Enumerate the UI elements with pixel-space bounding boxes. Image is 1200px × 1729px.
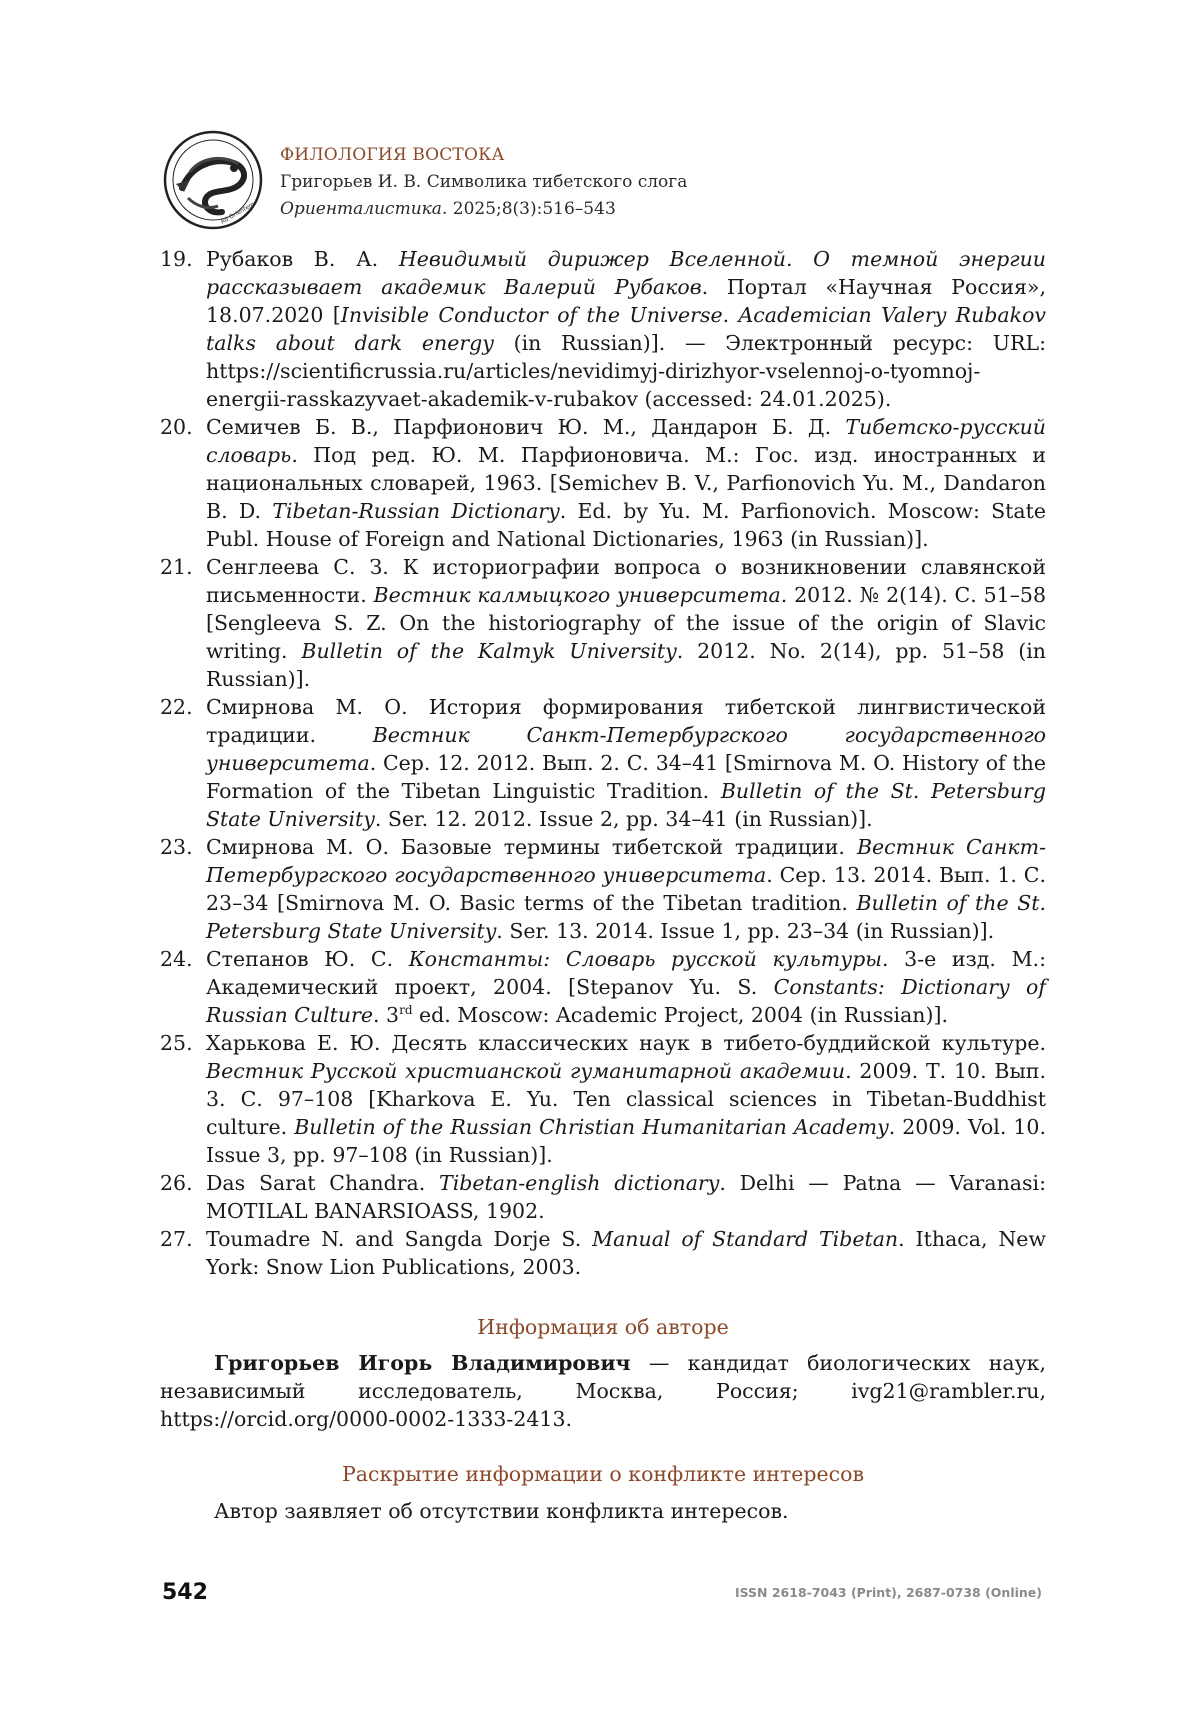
reference-item	[160, 1029, 1046, 1169]
reference-segment: (in Russian)]. — Электронный ресурс: URL: https://scientificrussia.ru/articles/nevidimyj-dirizhyor-vselennoj-o-tyomnoj-energii-rasskazyvaet-akademik-v-rubakov (accessed: 24.01.2025).	[206, 331, 1046, 411]
reference-number: 22.	[160, 695, 193, 719]
reference-italic-title: Вестник Санкт-Петербургского государственного университета	[206, 723, 1046, 775]
reference-segment: . 2012. No. 2(14), pp. 51–58 (in Russian)].	[206, 639, 1047, 691]
reference-text	[206, 693, 1046, 833]
reference-segment: rd	[399, 1003, 413, 1018]
issn-footer: ISSN 2618-7043 (Print), 2687-0738 (Online)	[734, 1585, 1042, 1600]
citation-details: 2025;8(3):516–543	[447, 199, 616, 219]
reference-segment: . Сер. 12. 2012. Вып. 2. С. 34–41 [Smirnova M. O. History of the Formation of the Tibetan Linguistic Tradition.	[206, 751, 1046, 803]
reference-number: 23.	[160, 835, 193, 859]
reference-item	[160, 693, 1046, 833]
journal-section-name: ФИЛОЛОГИЯ ВОСТОКА	[280, 145, 505, 165]
reference-italic-title: Bulletin of the Kalmyk University	[301, 639, 677, 663]
citation-journal: Ориенталистика.	[280, 199, 448, 219]
reference-italic-title: Константы: Словарь русской культуры	[408, 947, 882, 971]
author-name: Григорьев Игорь Владимирович	[214, 1351, 631, 1375]
reference-segment: . Ithaca, New York: Snow Lion Publications, 2003.	[206, 1227, 1046, 1279]
reference-number: 24.	[160, 947, 193, 971]
logo-caption: Ad Orientem	[219, 200, 256, 226]
reference-text	[206, 1029, 1046, 1169]
reference-text	[206, 553, 1046, 693]
journal-logo-icon	[160, 128, 266, 232]
reference-text	[206, 413, 1046, 553]
reference-item	[160, 1169, 1046, 1225]
reference-segment: Das Sarat Chandra.	[206, 1171, 440, 1195]
reference-italic-title: Constants: Dictionary of Russian Culture	[206, 975, 1046, 1027]
reference-number: 20.	[160, 415, 193, 439]
reference-item	[160, 553, 1046, 693]
author-info-paragraph	[160, 1349, 1046, 1433]
conflict-heading: Раскрытие информации о конфликте интересов	[341, 1462, 865, 1486]
reference-italic-title: Manual of Standard Tibetan	[592, 1227, 899, 1251]
reference-number: 26.	[160, 1171, 193, 1195]
reference-segment: ed. Moscow: Academic Project, 2004 (in Russian)].	[412, 1003, 949, 1027]
reference-segment: Харькова Е. Ю. Десять классических наук в тибето-буддийской культуре.	[206, 1031, 1046, 1055]
reference-item	[160, 833, 1046, 945]
reference-segment: . 3	[373, 1003, 400, 1027]
reference-item	[160, 413, 1046, 553]
reference-text	[206, 1169, 1046, 1225]
header-text	[280, 142, 687, 223]
article-citation	[280, 196, 687, 223]
reference-segment: Степанов Ю. С.	[206, 947, 409, 971]
reference-number: 19.	[160, 247, 193, 271]
reference-item	[160, 1225, 1046, 1281]
page-number: 542	[162, 1580, 208, 1605]
reference-segment: . Сер. 13. 2014. Вып. 1. С. 23–34 [Smirnova M. O. Basic terms of the Tibetan tradition.	[206, 863, 1046, 915]
reference-segment: . 2009. Vol. 10. Issue 3, pp. 97–108 (in Russian)].	[206, 1115, 1046, 1167]
reference-segment: Смирнова М. О. История формирования тибетской лингвистической традиции.	[206, 695, 1046, 747]
reference-italic-title: Вестник калмыцкого университета	[373, 583, 781, 607]
reference-segment: . Ed. by Yu. M. Parfionovich. Moscow: State Publ. House of Foreign and National Dictionaries, 1963 (in Russian)].	[206, 499, 1047, 551]
reference-italic-title: Tibetan-Russian Dictionary	[272, 499, 560, 523]
reference-text	[206, 945, 1046, 1029]
reference-italic-title: Тибетско-русский словарь	[206, 415, 1046, 467]
reference-italic-title: Bulletin of the St. Petersburg State University	[206, 891, 1046, 943]
reference-text	[206, 833, 1046, 945]
reference-segment: . Портал «Научная Россия», 18.07.2020 [	[206, 275, 1046, 327]
reference-italic-title: Invisible Conductor of the Universe. Academician Valery Rubakov talks about dark energy	[206, 303, 1046, 355]
reference-segment: . Под ред. Ю. М. Парфионовича. М.: Гос. изд. иностранных и национальных словарей, 1963. [Semichev B. V., Parfionovich Yu. M., Dandaron B. D.	[206, 443, 1046, 523]
reference-segment: . 3-е изд. М.: Академический проект, 2004. [Stepanov Yu. S.	[206, 947, 1046, 999]
reference-number: 21.	[160, 555, 193, 579]
article-short-title: Григорьев И. В. Символика тибетского слога	[280, 172, 688, 192]
reference-text	[206, 1225, 1046, 1281]
reference-number: 27.	[160, 1227, 193, 1251]
reference-italic-title: Невидимый дирижер Вселенной. О темной энергии рассказывает академик Валерий Рубаков	[206, 247, 1046, 299]
reference-segment: . Ser. 13. 2014. Issue 1, pp. 23–34 (in Russian)].	[496, 919, 995, 943]
reference-italic-title: Вестник Санкт-Петербургского государственного университета	[206, 835, 1046, 887]
reference-segment: Рубаков В. А.	[206, 247, 399, 271]
reference-text	[206, 245, 1046, 413]
author-details: — кандидат биологических наук, независимый исследователь, Москва, Россия; ivg21@rambler.ru, https://orcid.org/0000-0002-1333-2413.	[160, 1351, 1046, 1431]
reference-item	[160, 945, 1046, 1029]
running-header	[160, 128, 1060, 232]
reference-segment: . 2012. № 2(14). С. 51–58 [Sengleeva S. Z. On the historiography of the issue of the origin of Slavic writing.	[206, 583, 1046, 663]
reference-segment: Смирнова М. О. Базовые термины тибетской традиции.	[206, 835, 857, 859]
reference-segment: Семичев Б. В., Парфионович Ю. М., Дандарон Б. Д.	[206, 415, 846, 439]
reference-number: 25.	[160, 1031, 193, 1055]
author-info-heading: Информация об авторе	[477, 1315, 729, 1339]
conflict-statement: Автор заявляет об отсутствии конфликта интересов.	[214, 1499, 789, 1523]
reference-item	[160, 245, 1046, 413]
reference-segment: . 2009. Т. 10. Вып. 3. С. 97–108 [Kharkova E. Yu. Ten classical sciences in Tibetan-Buddhist culture.	[206, 1059, 1046, 1139]
reference-italic-title: Bulletin of the Russian Christian Humanitarian Academy	[294, 1115, 889, 1139]
reference-segment: Toumadre N. and Sangda Dorje S.	[206, 1227, 593, 1251]
reference-segment: . Delhi — Patna — Varanasi: MOTILAL BANARSIOASS, 1902.	[206, 1171, 1046, 1223]
references-list	[160, 245, 1046, 1281]
reference-italic-title: Tibetan-english dictionary	[439, 1171, 720, 1195]
reference-italic-title: Вестник Русской христианской гуманитарной академии	[206, 1059, 846, 1083]
reference-segment: Сенглеева С. З. К историографии вопроса о возникновении славянской письменности.	[206, 555, 1046, 607]
reference-segment: . Ser. 12. 2012. Issue 2, pp. 34–41 (in Russian)].	[374, 807, 873, 831]
reference-italic-title: Bulletin of the St. Petersburg State University	[206, 779, 1046, 831]
